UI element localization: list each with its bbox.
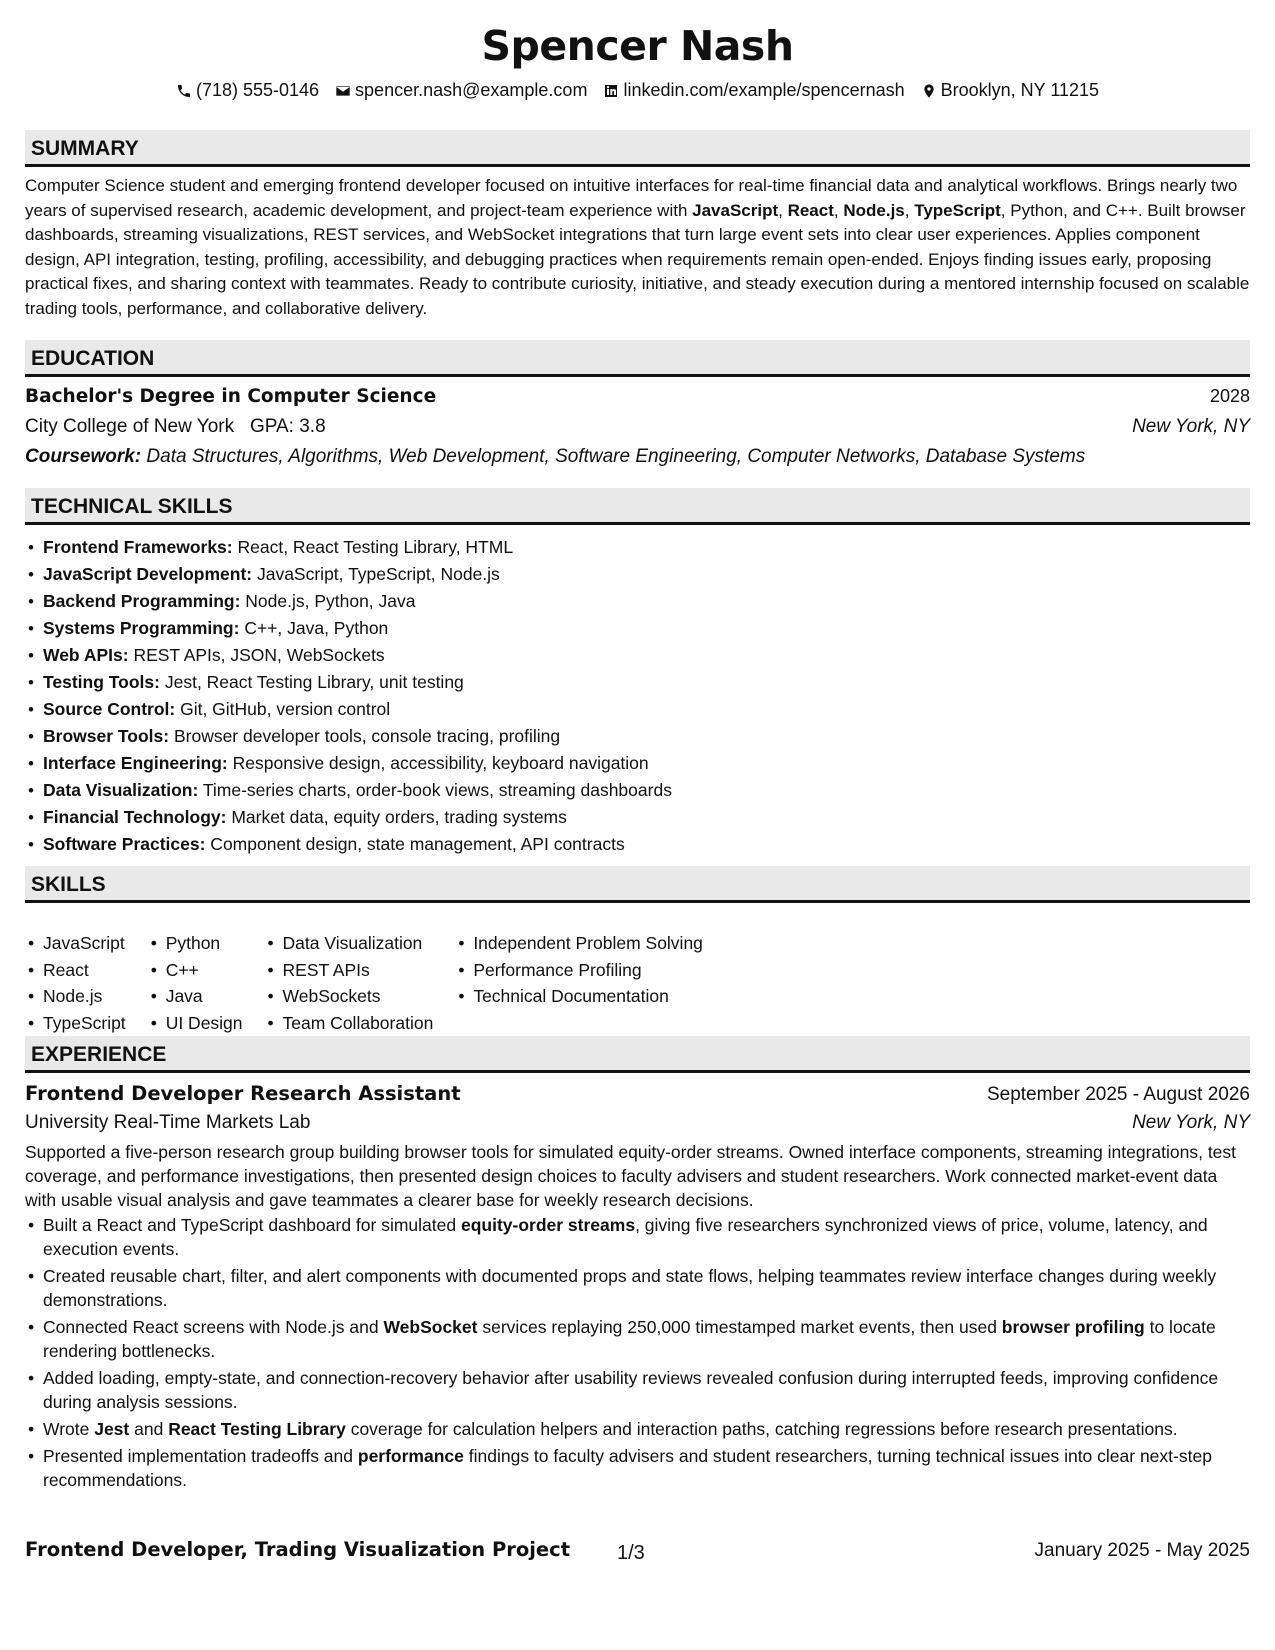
technical-skill-item: • Software Practices: Component design, state management, API contracts xyxy=(25,831,1250,858)
contact-linkedin[interactable]: linkedin.com/example/spencernash xyxy=(603,80,904,101)
list-item: • Connected React screens with Node.js and WebSocket services replaying 250,000 timestamped market events, then used browser profiling to locate rendering bottlenecks. xyxy=(25,1315,1250,1363)
list-item: • Presented implementation tradeoffs and performance findings to faculty advisers and student researchers, turning technical issues into clear next-step recommendations. xyxy=(25,1444,1250,1492)
technical-skill-item: • Interface Engineering: Responsive design, accessibility, keyboard navigation xyxy=(25,750,1250,777)
section-header-technical-skills: TECHNICAL SKILLS xyxy=(25,488,1250,525)
list-item: • Built a React and TypeScript dashboard for simulated equity-order streams, giving five researchers synchronized views of price, volume, latency, and execution events. xyxy=(25,1213,1250,1261)
skills-column xyxy=(25,930,126,1037)
contact-line xyxy=(25,80,1250,101)
skill-item: • JavaScript xyxy=(25,930,126,957)
skill-item: • UI Design xyxy=(148,1010,243,1037)
section-header-summary: SUMMARY xyxy=(25,130,1250,167)
section-header-education: EDUCATION xyxy=(25,340,1250,377)
section-header-skills: SKILLS xyxy=(25,866,1250,903)
resume-page xyxy=(25,0,1250,1650)
technical-skill-item: • Web APIs: REST APIs, JSON, WebSockets xyxy=(25,642,1250,669)
degree-title: Bachelor's Degree in Computer Science xyxy=(25,386,437,407)
technical-skill-item: • Systems Programming: C++, Java, Python xyxy=(25,615,1250,642)
phone-icon xyxy=(176,83,192,99)
job1-bullets xyxy=(25,1213,1250,1495)
skill-item: • Node.js xyxy=(25,983,126,1010)
section-header-experience: EXPERIENCE xyxy=(25,1036,1250,1073)
skill-item: • Technical Documentation xyxy=(455,983,703,1010)
skills-column xyxy=(265,930,434,1037)
skill-item: • Python xyxy=(148,930,243,957)
skill-item: • React xyxy=(25,957,126,984)
list-item: • Created reusable chart, filter, and alert components with documented props and state flows, helping teammates review interface changes during weekly demonstrations. xyxy=(25,1264,1250,1312)
linkedin-icon xyxy=(603,83,619,99)
envelope-icon xyxy=(335,83,351,99)
job1-location: New York, NY xyxy=(1132,1112,1250,1133)
technical-skill-item: • Financial Technology: Market data, equity orders, trading systems xyxy=(25,804,1250,831)
skills-column xyxy=(148,930,243,1037)
job2-role: Frontend Developer, Trading Visualization Project xyxy=(25,1538,571,1561)
technical-skill-item: • Data Visualization: Time-series charts, order-book views, streaming dashboards xyxy=(25,777,1250,804)
job1-org: University Real-Time Markets Lab xyxy=(25,1112,311,1133)
page-number: 1/3 xyxy=(617,1542,645,1564)
school-location: New York, NY xyxy=(1132,416,1250,437)
skills-grid xyxy=(25,930,703,1037)
job1-org-row xyxy=(25,1112,1250,1134)
education-school-row xyxy=(25,416,1250,438)
coursework-row: Coursework: Data Structures, Algorithms, Web Development, Software Engineering, Computer Networks, Database Systems xyxy=(25,446,1086,467)
school-name-gpa: City College of New York GPA: 3.8 xyxy=(25,416,326,437)
contact-email[interactable]: spencer.nash@example.com xyxy=(335,80,587,101)
skill-item: • REST APIs xyxy=(265,957,434,984)
skill-item: • Java xyxy=(148,983,243,1010)
technical-skill-item: • Testing Tools: Jest, React Testing Library, unit testing xyxy=(25,669,1250,696)
technical-skill-item: • Backend Programming: Node.js, Python, Java xyxy=(25,588,1250,615)
technical-skill-item: • Browser Tools: Browser developer tools, console tracing, profiling xyxy=(25,723,1250,750)
candidate-name: Spencer Nash xyxy=(481,22,794,70)
skill-item: • Independent Problem Solving xyxy=(455,930,703,957)
skill-item: • WebSockets xyxy=(265,983,434,1010)
skill-item: • TypeScript xyxy=(25,1010,126,1037)
list-item: • Added loading, empty-state, and connection-recovery behavior after usability reviews revealed confusion during interrupted feeds, improving confidence during analysis sessions. xyxy=(25,1366,1250,1414)
skill-item: • Performance Profiling xyxy=(455,957,703,984)
technical-skill-item: • Frontend Frameworks: React, React Testing Library, HTML xyxy=(25,534,1250,561)
education-degree-row xyxy=(25,386,1250,407)
skill-item: • Team Collaboration xyxy=(265,1010,434,1037)
graduation-year: 2028 xyxy=(1209,386,1250,406)
skill-item: • Data Visualization xyxy=(265,930,434,957)
contact-phone: (718) 555-0146 xyxy=(176,80,319,101)
technical-skill-item: • Source Control: Git, GitHub, version control xyxy=(25,696,1250,723)
job1-dates: September 2025 - August 2026 xyxy=(986,1084,1250,1105)
summary-text: Computer Science student and emerging frontend developer focused on intuitive interfaces for real-time financial data and analytical workflows. Brings nearly two years of supervised research, academic development, and project-team experience with JavaScript, React, Node.js, TypeScript, Python, and C++. Built browser dashboards, streaming visualizations, REST services, and WebSocket integrations that turn large event sets into clear user experiences. Applies component design, API integration, testing, profiling, accessibility, and debugging practices when requirements remain open-ended. Enjoys finding issues early, proposing practical fixes, and sharing context with teammates. Ready to contribute curiosity, initiative, and steady execution during a mentored internship focused on scalable trading tools, performance, and collaborative delivery. xyxy=(25,176,1250,318)
job1-summary: Supported a five-person research group building browser tools for simulated equity-order streams. Owned interface components, streaming integrations, test coverage, and performance investigations, then presented design choices to faculty advisers and student researchers. Work connected market-event data with usable visual analysis and gave teammates a clearer base for weekly research decisions. xyxy=(25,1142,1237,1210)
list-item: • Wrote Jest and React Testing Library coverage for calculation helpers and interaction paths, catching regressions before research presentations. xyxy=(25,1417,1250,1441)
job1-role: Frontend Developer Research Assistant xyxy=(25,1082,461,1105)
technical-skill-item: • JavaScript Development: JavaScript, TypeScript, Node.js xyxy=(25,561,1250,588)
technical-skills-list xyxy=(25,534,1250,858)
job2-dates: January 2025 - May 2025 xyxy=(1034,1540,1250,1561)
contact-location: Brooklyn, NY 11215 xyxy=(921,80,1099,101)
skill-item: • C++ xyxy=(148,957,243,984)
job1-title-row xyxy=(25,1082,1250,1106)
map-pin-icon xyxy=(921,83,937,99)
skills-column xyxy=(455,930,703,1037)
